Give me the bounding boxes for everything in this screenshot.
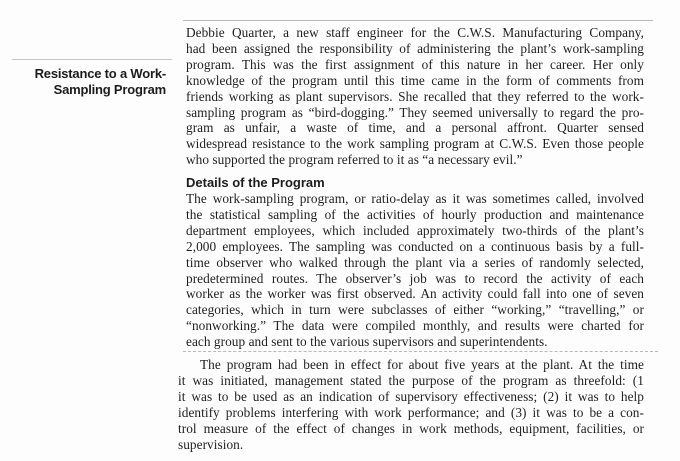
- details-line: The work-sampling program, or ratio-delay as it was sometimes called, involved: [186, 191, 644, 206]
- history-line: it was to be used as an indication of supervisory effectiveness; (2) it was to help: [178, 388, 644, 404]
- intro-line: program. This was the first assignment of this nature in her career. Her only: [186, 56, 644, 72]
- details-line: categories, which in turn were subclasses of either “working,” “travelling,” or: [186, 302, 644, 318]
- details-line: time observer who walked through the plant via a series of randomly selected,: [186, 254, 644, 270]
- details-line: each group and sent to the various supervisors and superintendents.: [186, 334, 548, 350]
- history-line: supervision.: [178, 436, 244, 452]
- history-line: The program had been in effect for about five years at the plant. At the time: [200, 357, 644, 372]
- top-rule: [183, 20, 653, 21]
- section-heading-details: Details of the Program: [186, 175, 325, 190]
- intro-line: sampling program as “bird-dogging.” They seemed universally to regard the pro-: [186, 104, 644, 120]
- details-line: 2,000 employees. The sampling was conducted on a continuous basis by a full-: [186, 238, 644, 254]
- intro-paragraph: [186, 25, 644, 168]
- margin-heading-rule: [12, 59, 172, 60]
- details-line: department employees, which included approximately two-thirds of the plant’s: [186, 222, 644, 238]
- details-line: worker as the worker was first observed. An activity could fall into one of seven: [186, 286, 644, 302]
- details-line: the statistical sampling of the activities of hourly production and maintenance: [186, 206, 644, 222]
- history-line: trol measure of the effect of changes in work methods, equipment, facilities, or: [178, 420, 644, 436]
- details-line: predetermined routes. The observer’s job was to record the activity of each: [186, 270, 644, 286]
- intro-line: knowledge of the program until this time came in the form of comments from: [186, 72, 644, 88]
- history-line: it was initiated, management stated the purpose of the program as threefold: (1: [178, 372, 644, 388]
- case-title-line-2: Sampling Program: [53, 82, 166, 97]
- details-paragraph: [186, 191, 644, 350]
- section-divider: [183, 351, 658, 352]
- intro-line: gram as unfair, a waste of time, and a personal affront. Quarter sensed: [186, 120, 644, 136]
- intro-line: widespread resistance to the work sampling program at C.W.S. Even those people: [186, 136, 644, 152]
- case-title-line-1: Resistance to a Work-: [34, 66, 166, 81]
- details-line: “nonworking.” The data were compiled monthly, and results were charted for: [186, 318, 644, 334]
- intro-line: who supported the program referred to it as “a necessary evil.”: [186, 152, 523, 168]
- case-title: [16, 66, 166, 98]
- history-line: identify problems interfering with work performance; and (3) it was to be a con-: [178, 404, 644, 420]
- intro-line: had been assigned the responsibility of administering the plant’s work-sampling: [186, 40, 644, 56]
- intro-line: friends working as plant supervisors. She recalled that they referred to the work-: [186, 88, 644, 104]
- intro-line: Debbie Quarter, a new staff engineer for the C.W.S. Manufacturing Company,: [186, 25, 644, 40]
- program-history-paragraph: [178, 357, 644, 452]
